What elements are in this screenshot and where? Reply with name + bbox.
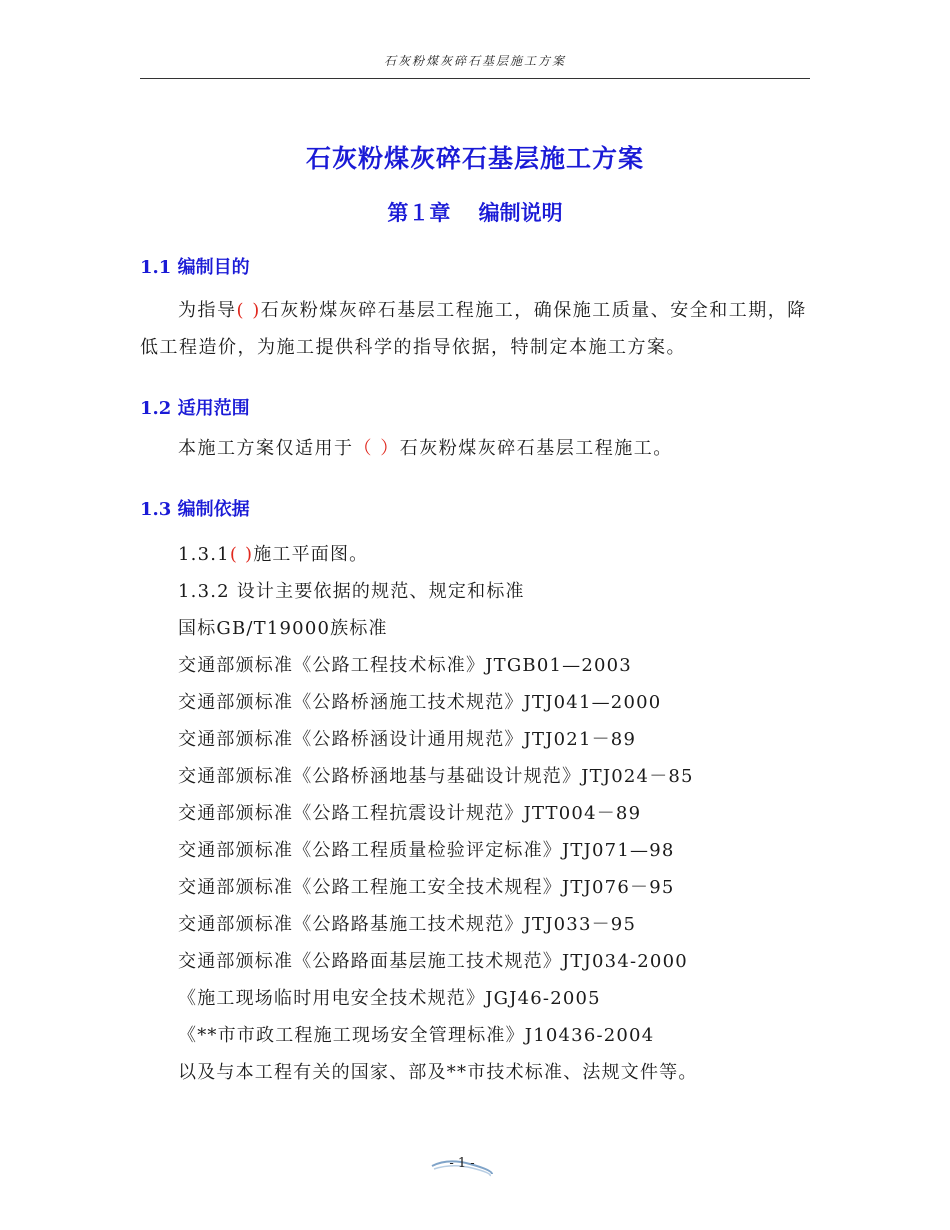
blank-project-placeholder: ( ) [236, 300, 261, 321]
section-1-2-paragraph [140, 430, 812, 467]
paragraph-text: 石灰粉煤灰碎石基层工程施工，确保施工质量、安全和工期，降低工程造价，为施工提供科学的指导依据，特制定本施工方案。 [140, 300, 807, 358]
basis-list-line: 交通部颁标准《公路桥涵地基与基础设计规范》JTJ024－85 [178, 766, 694, 787]
section-heading-1-2: 1.2 适用范围 [140, 398, 250, 419]
basis-list-line: 交通部颁标准《公路桥涵设计通用规范》JTJ021－89 [178, 729, 637, 750]
page-footer [430, 1152, 494, 1178]
chapter-title: 第１章 编制说明 [387, 200, 563, 225]
blank-project-placeholder: ( ) [229, 544, 254, 565]
header-divider [140, 78, 810, 79]
blank-project-placeholder: （ ） [353, 438, 400, 459]
paragraph-text: 本施工方案仅适用于 [178, 438, 354, 459]
basis-list-line: 交通部颁标准《公路路面基层施工技术规范》JTJ034-2000 [178, 951, 688, 972]
basis-list-line: 以及与本工程有关的国家、部及**市技术标准、法规文件等。 [178, 1062, 698, 1083]
basis-list-line: 交通部颁标准《公路工程施工安全技术规程》JTJ076－95 [178, 877, 675, 898]
section-heading-1-3: 1.3 编制依据 [140, 499, 250, 520]
paragraph-text: 石灰粉煤灰碎石基层工程施工。 [399, 438, 673, 459]
basis-item-1-3-1 [178, 540, 368, 566]
basis-list-line: 《**市市政工程施工现场安全管理标准》J10436-2004 [178, 1025, 655, 1046]
page-number: - 1 - [449, 1156, 475, 1171]
section-heading-1-1: 1.1 编制目的 [140, 257, 250, 278]
basis-list-line: 交通部颁标准《公路工程技术标准》JTGB01—2003 [178, 655, 632, 676]
item-number: 1.3.1 [178, 544, 230, 565]
section-1-1-paragraph [140, 292, 812, 366]
basis-list-line: 交通部颁标准《公路工程抗震设计规范》JTT004－89 [178, 803, 642, 824]
running-header: 石灰粉煤灰碎石基层施工方案 [383, 54, 566, 68]
basis-list-line: 交通部颁标准《公路桥涵施工技术规范》JTJ041—2000 [178, 692, 662, 713]
basis-list-line: 《施工现场临时用电安全技术规范》JGJ46-2005 [178, 988, 601, 1009]
paragraph-text: 为指导 [178, 300, 237, 321]
item-text: 施工平面图。 [253, 544, 369, 565]
basis-list-line: 交通部颁标准《公路路基施工技术规范》JTJ033－95 [178, 914, 637, 935]
basis-list-line: 国标GB/T19000族标准 [178, 618, 388, 639]
document-title: 石灰粉煤灰碎石基层施工方案 [305, 144, 644, 173]
basis-list-line: 1.3.2 设计主要依据的规范、规定和标准 [178, 581, 525, 602]
basis-list-line: 交通部颁标准《公路工程质量检验评定标准》JTJ071—98 [178, 840, 675, 861]
